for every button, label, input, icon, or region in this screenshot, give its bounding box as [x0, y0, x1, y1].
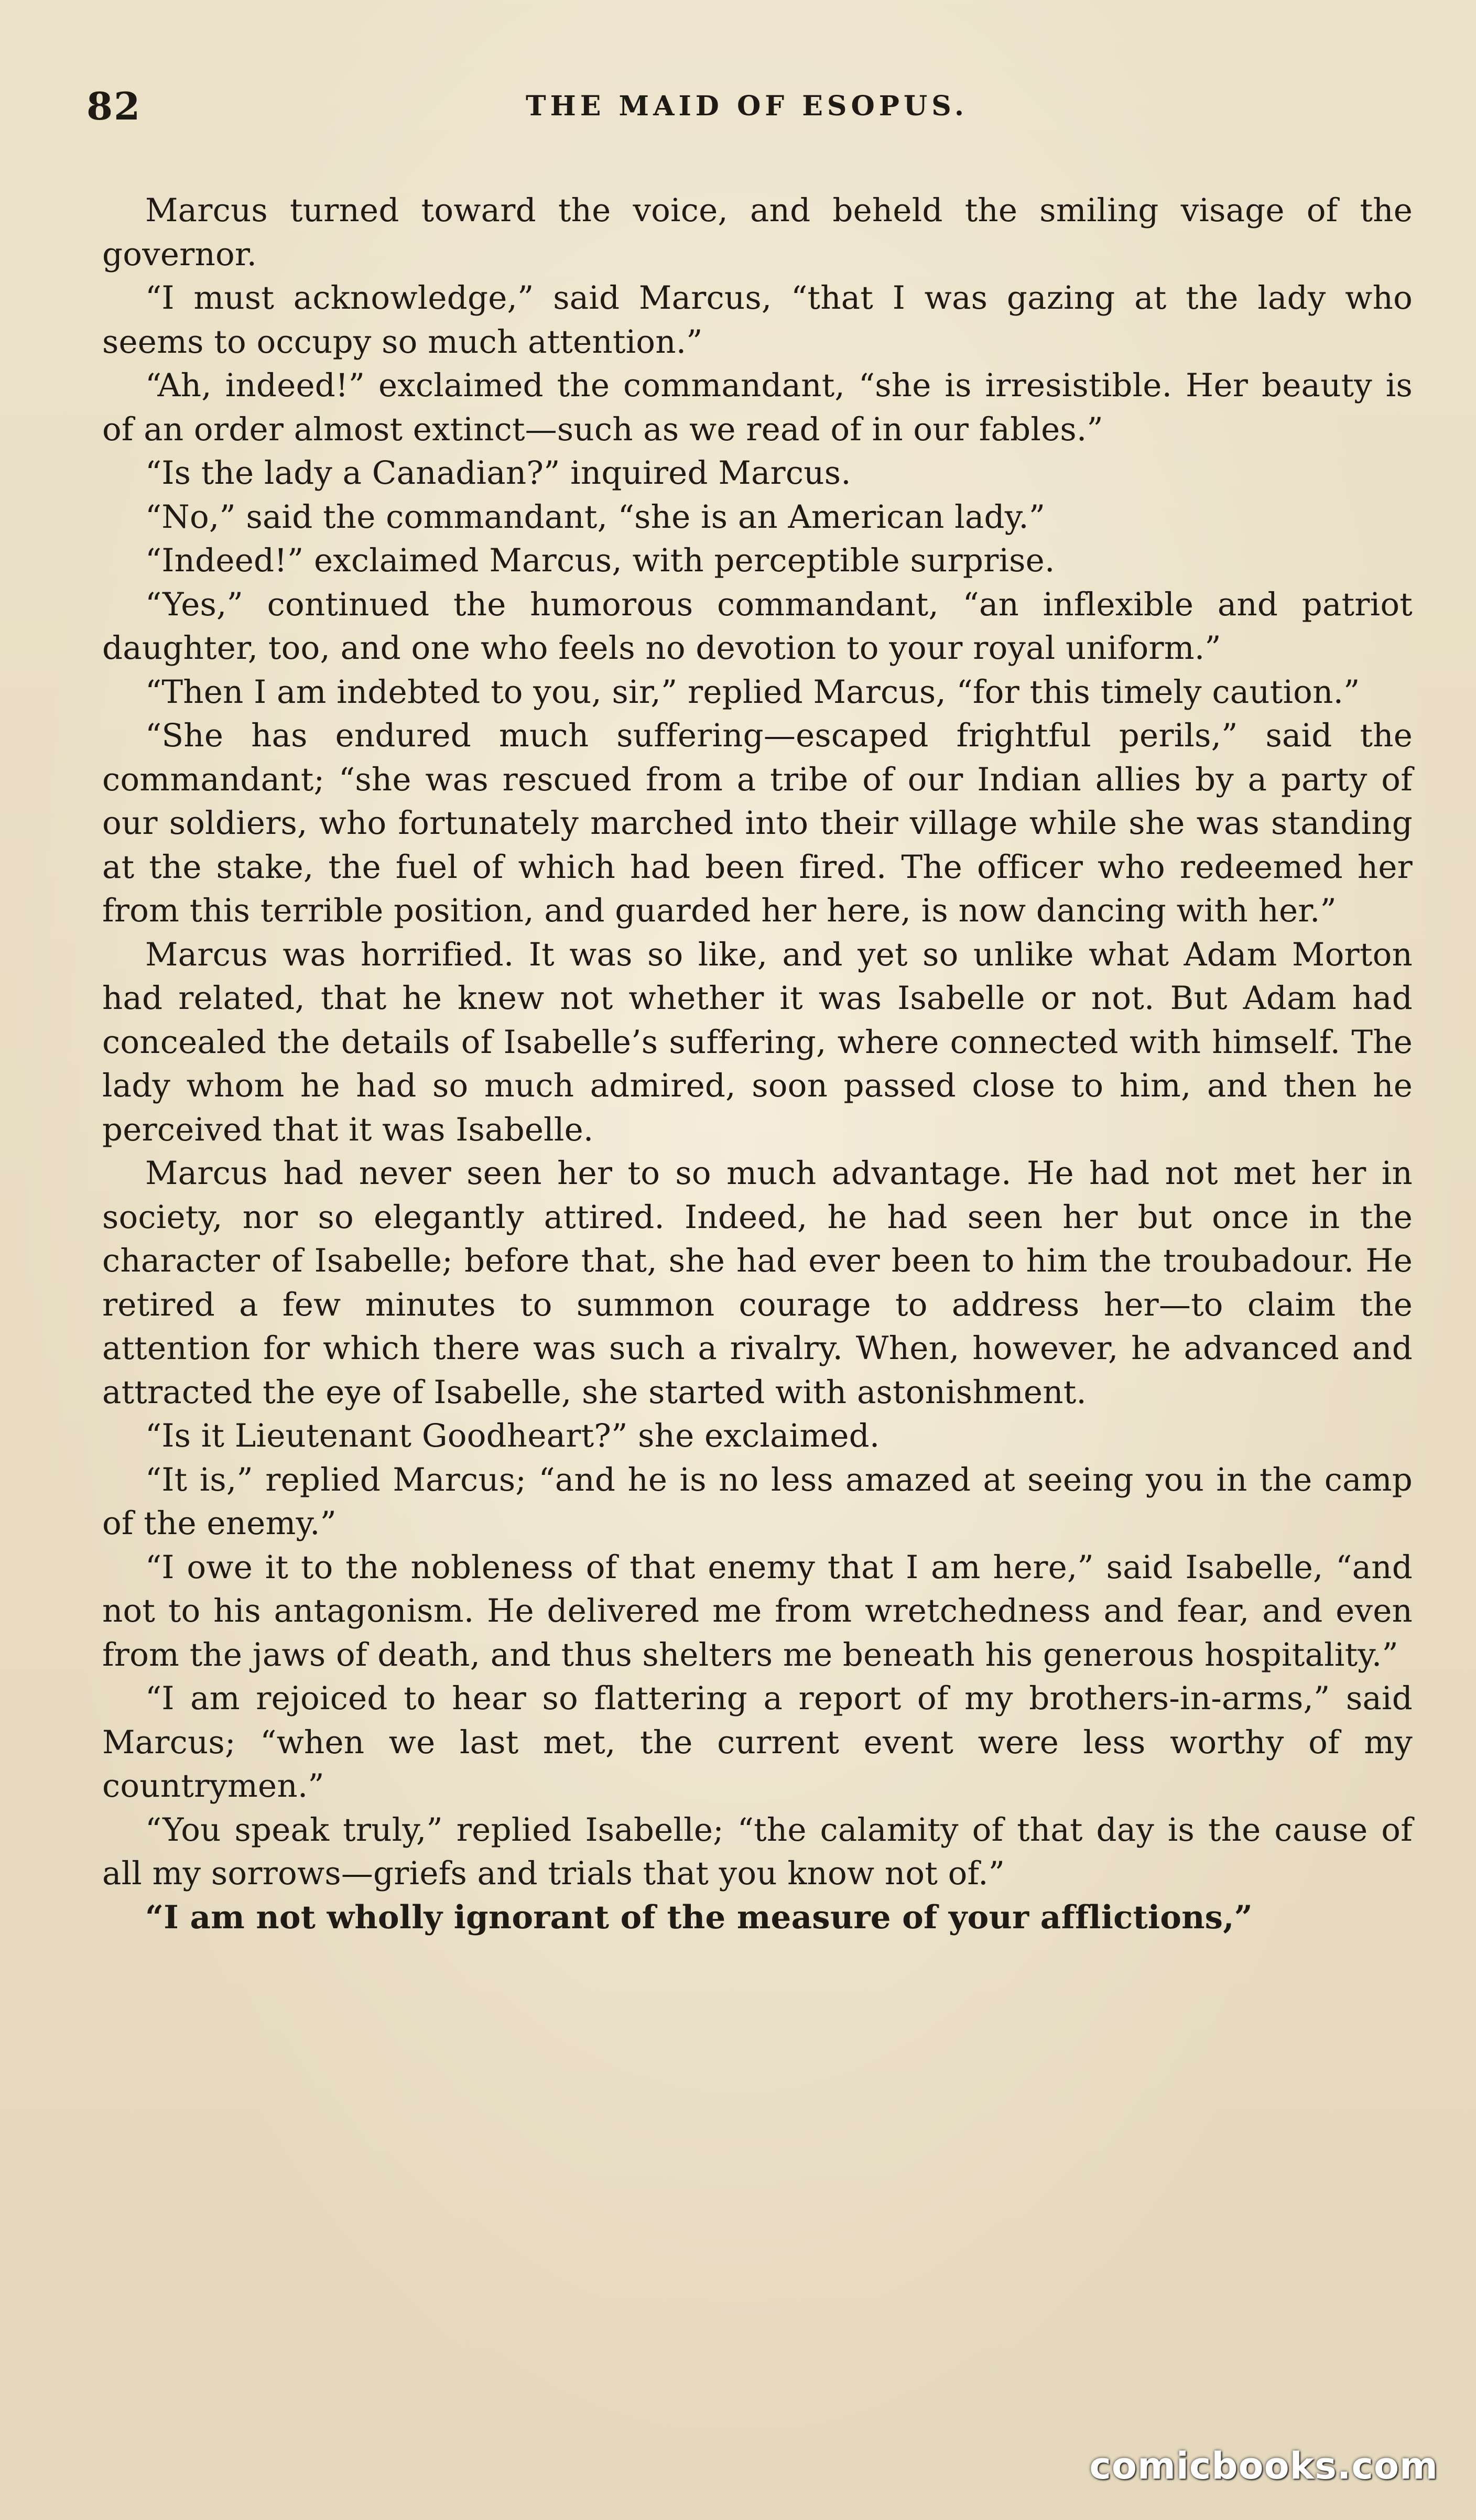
paragraph: “I owe it to the nobleness of that enemy that I am here,” said Isabelle, “and not to his antagonism. He delivered me from wretchedness and fear, and even from the jaws of death, and thus shelters me beneath his generous hospitality.”	[102, 1548, 1413, 1674]
paragraph: “I am not wholly ignorant of the measure of your afflictions,”	[145, 1898, 1253, 1936]
paragraph: “I must acknowledge,” said Marcus, “that I was gazing at the lady who seems to occupy so much attention.”	[102, 279, 1413, 361]
paragraph: “Then I am indebted to you, sir,” replied Marcus, “for this timely caution.”	[145, 673, 1360, 711]
paragraph: “She has endured much suffering—escaped frightful perils,” said the commandant; “she was rescued from a tribe of our Indian allies by a party of our soldiers, who fortunately marched into their village while she was standing at the stake, the fuel of which had been fired. The officer who redeemed her from this terrible position, and guarded her here, is now dancing with her.”	[102, 717, 1413, 929]
paragraph: “Ah, indeed!” exclaimed the commandant, “she is irresistible. Her beauty is of an order almost extinct—such as we read of in our fables.”	[102, 367, 1413, 448]
paragraph: “Yes,” continued the humorous commandant, “an inflexible and patriot daughter, too, and one who feels no devotion to your royal uniform.”	[102, 585, 1413, 667]
paragraph: Marcus had never seen her to so much advantage. He had not met her in society, nor so elegantly attired. Indeed, he had seen her but once in the character of Isabelle; before that, she had ever been to him the troubadour. He retired a few minutes to summon courage to address her—to claim the attention for which there was such a rivalry. When, however, he advanced and attracted the eye of Isabelle, she started with astonishment.	[102, 1155, 1413, 1411]
paragraph: “Is the lady a Canadian?” inquired Marcus.	[145, 454, 851, 492]
body-text	[102, 189, 1413, 1939]
paragraph: “No,” said the commandant, “she is an American lady.”	[145, 498, 1046, 536]
paragraph: Marcus turned toward the voice, and beheld the smiling visage of the governor.	[102, 192, 1413, 273]
paragraph: Marcus was horrified. It was so like, and yet so unlike what Adam Morton had related, that he knew not whether it was Isabelle or not. But Adam had concealed the details of Isabelle’s suffering, where connected with himself. The lady whom he had so much admired, soon passed close to him, and then he perceived that it was Isabelle.	[102, 936, 1413, 1148]
running-title: THE MAID OF ESOPUS.	[525, 90, 969, 122]
watermark: comicbooks.com	[1089, 2445, 1438, 2488]
paragraph: “Is it Lieutenant Goodheart?” she exclaimed.	[145, 1417, 880, 1454]
paragraph: “Indeed!” exclaimed Marcus, with perceptible surprise.	[145, 542, 1055, 579]
paragraph: “It is,” replied Marcus; “and he is no less amazed at seeing you in the camp of the enemy.”	[102, 1461, 1413, 1542]
paragraph: “I am rejoiced to hear so flattering a report of my brothers-in-arms,” said Marcus; “when we last met, the current event were less worthy of my countrymen.”	[102, 1680, 1413, 1805]
paragraph: “You speak truly,” replied Isabelle; “the calamity of that day is the cause of all my sorrows—griefs and trials that you know not of.”	[102, 1811, 1413, 1892]
page-number: 82	[86, 84, 142, 128]
running-head	[86, 84, 1407, 131]
